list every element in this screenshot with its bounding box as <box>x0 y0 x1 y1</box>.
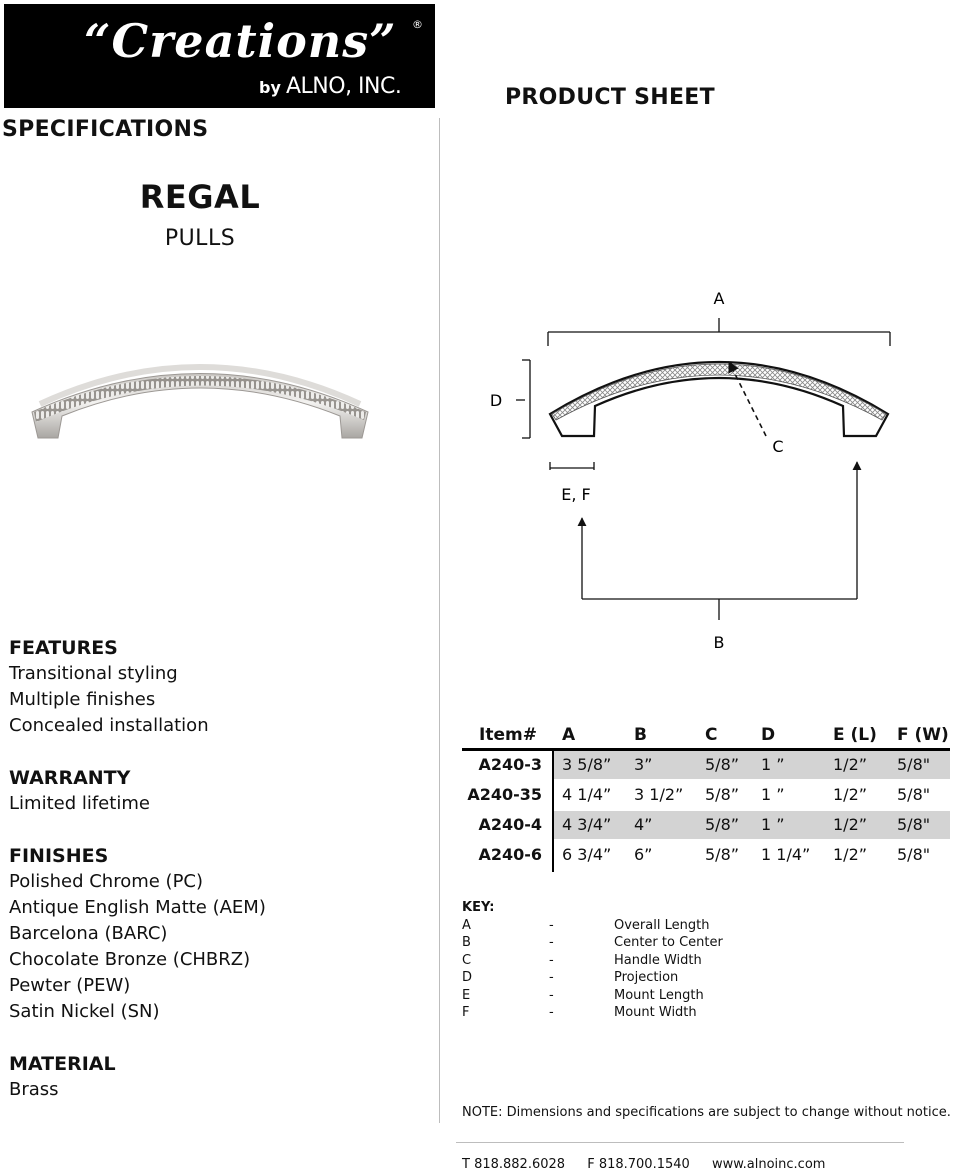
warranty-heading: WARRANTY <box>9 767 131 789</box>
key-desc: Overall Length <box>614 918 710 933</box>
label-a: A <box>713 289 725 308</box>
cell-c: 5/8” <box>705 755 740 774</box>
key-desc: Mount Length <box>614 987 704 1003</box>
cell-b: 3” <box>634 755 653 774</box>
key-row <box>462 988 922 1005</box>
key-desc: Center to Center <box>614 935 723 951</box>
brand-logo <box>4 4 435 108</box>
feature-item: Transitional styling <box>9 663 178 684</box>
table-row <box>462 750 952 780</box>
finish-item: Barcelona (BARC) <box>9 923 168 944</box>
cell-e: 1/2” <box>833 845 868 864</box>
product-type: PULLS <box>164 226 236 251</box>
key-dash: - <box>549 935 554 951</box>
product-photo <box>10 340 400 460</box>
product-name: REGAL <box>139 178 261 216</box>
cell-c: 5/8” <box>705 845 740 864</box>
header-c: C <box>705 725 718 745</box>
key-letter: F <box>462 1004 470 1020</box>
cell-d: 1 ” <box>761 755 785 774</box>
key-row <box>462 1005 922 1022</box>
row-shade <box>554 811 950 839</box>
label-b: B <box>713 633 725 652</box>
contact-footer <box>462 1157 843 1172</box>
feature-item: Multiple finishes <box>9 689 156 710</box>
label-d: D <box>489 391 503 410</box>
dimension-table <box>462 720 952 870</box>
column-rule <box>552 750 554 872</box>
cell-a: 4 1/4” <box>562 785 612 804</box>
cell-d: 1 ” <box>761 785 785 804</box>
finish-item: Pewter (PEW) <box>9 975 131 996</box>
key-dash: - <box>549 987 554 1003</box>
cell-c: 5/8” <box>705 785 740 804</box>
finish-item: Chocolate Bronze (CHBRZ) <box>9 949 251 970</box>
cell-c: 5/8” <box>705 815 740 834</box>
cell-item: A240-3 <box>478 755 542 774</box>
key-row <box>462 918 922 935</box>
disclaimer-note: NOTE: Dimensions and specifications are subject to change without notice. <box>462 1105 951 1120</box>
finish-item: Antique English Matte (AEM) <box>9 897 266 918</box>
finish-item: Satin Nickel (SN) <box>9 1001 160 1022</box>
cell-a: 3 5/8” <box>562 755 612 774</box>
logo-by: by <box>259 78 281 97</box>
key-desc: Mount Width <box>614 1004 697 1020</box>
material-list <box>9 1077 59 1103</box>
fax-number: F 818.700.1540 <box>587 1157 690 1172</box>
cell-d: 1 ” <box>761 815 785 834</box>
key-dash: - <box>549 970 554 986</box>
label-ef: E, F <box>561 485 591 504</box>
cell-f: 5/8" <box>897 845 931 864</box>
finish-item: Polished Chrome (PC) <box>9 871 204 892</box>
cell-a: 6 3/4” <box>562 845 612 864</box>
key-title: KEY: <box>462 900 495 915</box>
table-row <box>462 840 952 870</box>
material-heading: MATERIAL <box>9 1053 116 1075</box>
header-f: F (W) <box>897 725 949 745</box>
cell-item: A240-6 <box>478 845 542 864</box>
header-e: E (L) <box>833 725 877 745</box>
key-letter: C <box>462 952 472 968</box>
key-desc: Projection <box>614 970 679 986</box>
logo-company: ALNO, INC. <box>285 74 402 99</box>
key-letter: D <box>462 970 473 986</box>
key-dash: - <box>549 918 554 933</box>
header-a: A <box>562 725 576 745</box>
finishes-list <box>9 869 266 1025</box>
finishes-heading: FINISHES <box>9 845 109 867</box>
key-dash: - <box>549 1004 554 1020</box>
header-item: Item# <box>479 725 537 745</box>
key-letter: A <box>462 918 471 933</box>
cell-b: 4” <box>634 815 653 834</box>
cell-e: 1/2” <box>833 815 868 834</box>
key-row <box>462 935 922 952</box>
feature-item: Concealed installation <box>9 715 209 736</box>
features-list <box>9 661 209 739</box>
label-c: C <box>772 437 784 456</box>
row-shade <box>554 751 950 779</box>
cell-d: 1 1/4” <box>761 845 811 864</box>
cell-f: 5/8" <box>897 785 931 804</box>
cell-item: A240-35 <box>467 785 542 804</box>
key-desc: Handle Width <box>614 952 702 968</box>
key-letter: E <box>462 987 471 1003</box>
column-divider <box>439 118 440 1123</box>
cell-e: 1/2” <box>833 755 868 774</box>
cell-b: 6” <box>634 845 653 864</box>
footer-divider <box>456 1142 904 1143</box>
phone-number: T 818.882.6028 <box>462 1157 566 1172</box>
website-link[interactable]: www.alnoinc.com <box>711 1157 826 1172</box>
logo-brand-text: “Creations” <box>84 14 397 68</box>
product-sheet-title: PRODUCT SHEET <box>505 85 715 110</box>
cell-a: 4 3/4” <box>562 815 612 834</box>
cell-f: 5/8" <box>897 755 931 774</box>
cell-item: A240-4 <box>478 815 542 834</box>
cell-e: 1/2” <box>833 785 868 804</box>
warranty-list <box>9 791 150 817</box>
dimension-key <box>462 900 922 1022</box>
key-row <box>462 953 922 970</box>
table-header <box>462 720 952 750</box>
warranty-item: Limited lifetime <box>9 793 150 814</box>
material-item: Brass <box>9 1079 59 1100</box>
key-row <box>462 970 922 987</box>
table-row <box>462 780 952 810</box>
cell-f: 5/8" <box>897 815 931 834</box>
key-dash: - <box>549 952 554 968</box>
header-b: B <box>634 725 647 745</box>
features-heading: FEATURES <box>9 637 118 659</box>
specifications-title: SPECIFICATIONS <box>2 117 209 142</box>
key-letter: B <box>462 935 471 951</box>
cell-b: 3 1/2” <box>634 785 684 804</box>
registered-mark: ® <box>412 18 423 31</box>
dimension-diagram <box>470 280 940 660</box>
table-row <box>462 810 952 840</box>
header-d: D <box>761 725 776 745</box>
logo-byline <box>259 74 401 99</box>
